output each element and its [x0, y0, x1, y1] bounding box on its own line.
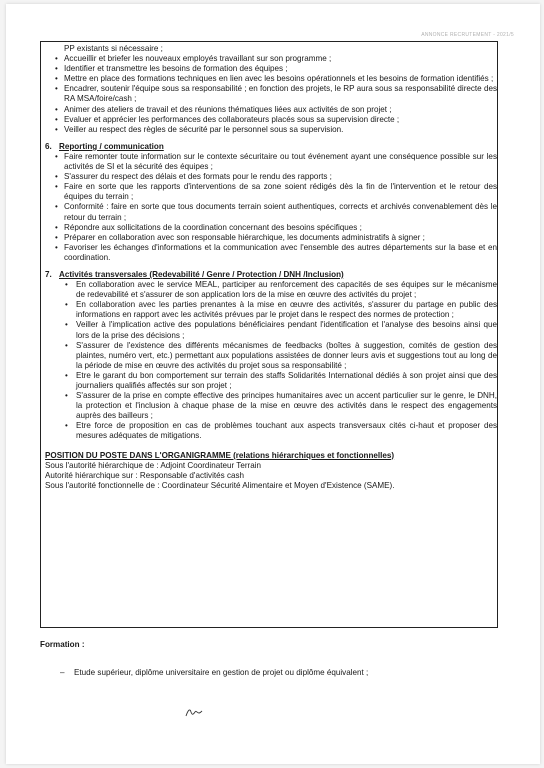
list-item-text: Faire en sorte que les rapports d'interventions de sa zone soient rédigés dès la fin de l'intervention et le retour des équipes du terrain ; [64, 182, 497, 202]
header-note: ANNONCE RECRUTEMENT - 2021/5 [421, 32, 514, 38]
job-description-content [45, 44, 497, 491]
bullet-icon: • [55, 232, 58, 242]
list-item-text: Faire remonter toute information sur le contexte sécuritaire ou tout événement ayant une conséquence possible sur les activités de SI et la sécurité des équipes ; [64, 151, 497, 172]
bullet-icon: • [65, 370, 68, 380]
list-item [45, 74, 497, 84]
position-heading: POSITION DU POSTE DANS L'ORGANIGRAMME (relations hiérarchiques et fonctionnelles) [45, 450, 395, 460]
list-item [45, 243, 497, 263]
bullet-icon: • [55, 64, 58, 74]
bullet-icon: • [65, 280, 68, 290]
list-item-text: Veiller à l'implication active des populations bénéficiaires pendant l'identification et l'analyse des besoins ainsi que lors de la prise des décisions ; [76, 320, 497, 340]
bullet-icon: • [65, 320, 68, 330]
list-item [45, 280, 497, 300]
list-item-text: Accueillir et briefer les nouveaux employés travaillant sur son programme ; [64, 54, 332, 64]
reporting-list [45, 152, 497, 263]
list-item-text: Mettre en place des formations techniques en lien avec les besoins opérationnels et les besoins de formation identifiés ; [64, 74, 494, 84]
list-item-text: PP existants si nécessaire ; [64, 44, 163, 53]
supervises-line: Autorité hiérarchique sur : Responsable d'activités cash [45, 470, 245, 480]
list-item [45, 233, 497, 243]
list-item [45, 84, 497, 104]
bullet-icon: • [55, 54, 58, 64]
section-heading-reporting [45, 142, 497, 152]
list-item [45, 202, 497, 222]
list-item-text: Etre force de proposition en cas de problèmes touchant aux aspects transversaux cités ci-haut et proposer des mesures adéquates de mitigations. [76, 421, 497, 441]
bullet-icon: • [55, 84, 58, 94]
section-title: Reporting / communication [59, 141, 164, 151]
functional-authority-line: Sous l'autorité fonctionnelle de : Coordinateur Sécurité Alimentaire et Moyen d'Existence (SAME). [45, 480, 395, 490]
section-number: 7. [45, 269, 52, 279]
list-item [45, 391, 497, 421]
list-item-text: Favoriser les échanges d'informations et la communication avec l'ensemble des autres départements sur la base et en coordination. [64, 242, 497, 262]
section-number: 6. [45, 141, 52, 151]
bullet-icon: • [55, 74, 58, 84]
list-item-text: Veiller au respect des règles de sécurité par le personnel sous sa supervision. [64, 124, 344, 134]
initials-signature [184, 706, 204, 718]
reports-to-line: Sous l'autorité hiérarchique de : Adjoint Coordinateur Terrain [45, 460, 262, 470]
bullet-icon: • [55, 151, 58, 161]
list-item [45, 64, 497, 74]
bullet-icon: • [65, 300, 68, 310]
formation-heading: Formation : [40, 640, 85, 649]
list-item-text: Etre le garant du bon comportement sur terrain des staffs Solidarités International dédiés à son projet ainsi que des journaliers qualifiés affectés sur son projet ; [76, 370, 497, 390]
formation-list-item [60, 668, 480, 677]
list-item [45, 152, 497, 172]
list-item [45, 105, 497, 115]
bullet-icon: • [55, 242, 58, 252]
bullet-icon: • [55, 222, 58, 232]
list-item-text: Répondre aux sollicitations de la coordination concernant des besoins spécifiques ; [64, 222, 362, 232]
list-item-text: Animer des ateliers de travail et des réunions thématiques liées aux activités de son projet ; [64, 104, 392, 114]
list-item [45, 115, 497, 125]
list-item-text: S'assurer du respect des délais et des formats pour le rendu des rapports ; [64, 172, 332, 182]
section-heading-transversal [45, 270, 497, 280]
bullet-icon: • [65, 421, 68, 431]
bullet-icon: • [55, 124, 58, 134]
bullet-icon: • [55, 104, 58, 114]
bullet-icon: • [65, 391, 68, 401]
list-item-text: Evaluer et apprécier les performances des collaborateurs placés sous sa supervision directe ; [64, 114, 400, 124]
section-title: Activités transversales (Redevabilité / Genre / Protection / DNH /Inclusion) [59, 269, 344, 279]
list-item [45, 172, 497, 182]
list-item-text: En collaboration avec les parties prenantes à la mise en œuvre des activités, s'assurer du partage en public des informations en rapport avec les activités prévues par le projet dans le respect des normes de protection ; [76, 300, 497, 320]
list-item [45, 320, 497, 340]
list-item [45, 54, 497, 64]
list-item-text: Conformité : faire en sorte que tous documents terrain soient authentiques, corrects et archivés convenablement dès le retour du terrain ; [64, 202, 497, 222]
list-item [45, 341, 497, 371]
list-item [45, 44, 497, 54]
list-item-text: Préparer en collaboration avec son responsable hiérarchique, les documents administratifs à signer ; [64, 232, 425, 242]
dash-icon: – [60, 668, 65, 677]
list-item-text: S'assurer de l'existence des différents mécanismes de feedbacks (boîtes à suggestion, comités de gestion des plaintes, numéro vert, etc.) permettant aux populations assistées de donner leurs avis et suggestions tout au long de la période de mise en œuvre des activités du projet sous sa responsabilité ; [76, 340, 497, 370]
list-item-text: En collaboration avec le service MEAL, participer au renforcement des capacités de ses équipes sur le mécanisme de redevabilité et s'assurer de son application lors de la mise en œuvre des activités du projet ; [76, 280, 497, 300]
bullet-icon: • [55, 182, 58, 192]
list-item-text: Encadrer, soutenir l'équipe sous sa responsabilité ; en fonction des projets, le RP aura sous sa responsabilité directe des RA MSA/foire/cash ; [64, 84, 497, 104]
list-item [45, 223, 497, 233]
bullet-icon: • [55, 202, 58, 212]
list-item-text: Identifier et transmettre les besoins de formation des équipes ; [64, 64, 288, 74]
formation-item-text: Etude supérieur, diplôme universitaire en gestion de projet ou diplôme équivalent ; [74, 668, 369, 677]
transversal-list [45, 280, 497, 442]
list-item-text: S'assurer de la prise en compte effective des principes humanitaires avec un accent particulier sur le genre, le DNH, la protection et l'inclusion à chaque phase de la mise en œuvre des activités dans le respect des engagements auprès des bailleurs ; [76, 391, 497, 421]
list-item [45, 371, 497, 391]
bullet-icon: • [55, 114, 58, 124]
list-item [45, 421, 497, 441]
bullet-icon: • [55, 172, 58, 182]
list-item [45, 182, 497, 202]
bullet-icon: • [65, 340, 68, 350]
responsibilities-list [45, 44, 497, 135]
list-item [45, 300, 497, 320]
list-item [45, 125, 497, 135]
